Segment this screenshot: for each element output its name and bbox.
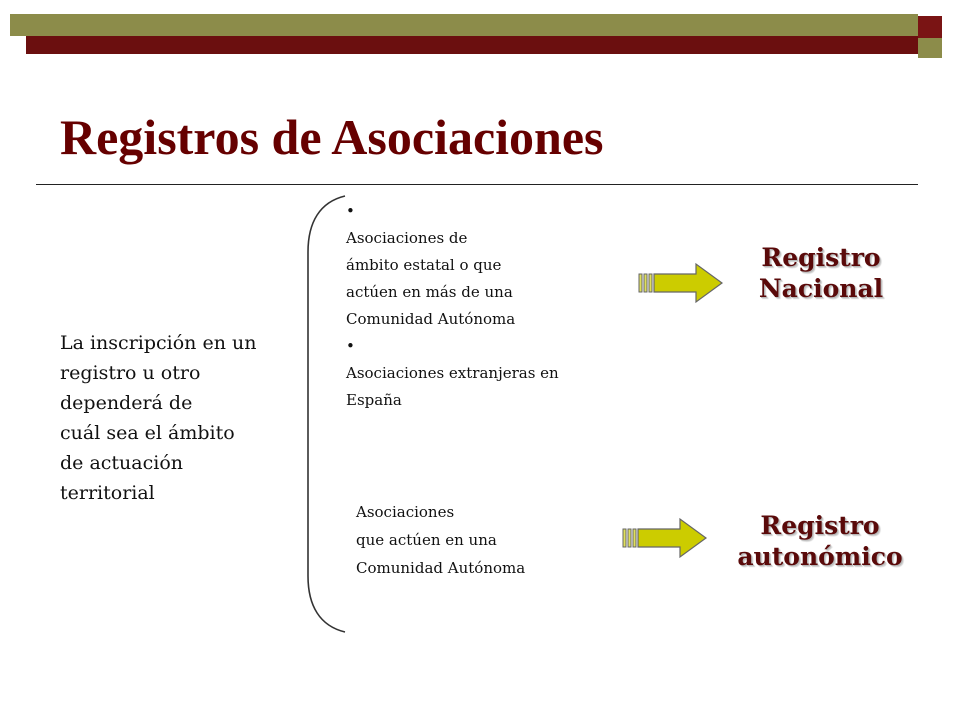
arrow-right-icon	[622, 517, 708, 559]
list-item-line: actúen en más de una	[346, 283, 513, 301]
list-item-line: Asociaciones	[356, 503, 455, 521]
autonomic-criteria-list	[356, 498, 525, 582]
intro-text	[60, 328, 310, 508]
list-item-line: Comunidad Autónoma	[356, 559, 526, 577]
title-underline	[36, 184, 918, 185]
bullet-icon: •	[346, 202, 355, 220]
arrow-right-icon	[638, 262, 724, 304]
list-item: • Asociaciones extranjeras en	[346, 333, 559, 387]
list-item-line: España	[346, 391, 402, 409]
intro-line: dependerá de	[60, 392, 193, 414]
intro-line: cuál sea el ámbito	[60, 422, 235, 444]
bullet-icon: •	[346, 337, 355, 355]
list-item-line: Comunidad Autónoma	[346, 310, 516, 328]
top-decor-bar-olive	[10, 14, 918, 36]
intro-line: territorial	[60, 482, 155, 504]
intro-line: de actuación	[60, 452, 184, 474]
intro-line: registro u otro	[60, 362, 201, 384]
list-item: • Asociaciones de	[346, 198, 559, 252]
bracket-brace	[300, 192, 350, 636]
list-item-line: ámbito estatal o que	[346, 256, 502, 274]
registro-nacional-label: Registro Nacional	[758, 243, 884, 303]
intro-line: La inscripción en un	[60, 332, 257, 354]
registro-autonomico-label: Registro autonómico	[737, 511, 903, 571]
national-criteria-list	[346, 198, 559, 414]
top-decor-bar-red	[26, 36, 918, 54]
page-title: Registros de Asociaciones	[60, 109, 604, 165]
top-decor-square-red	[918, 16, 942, 38]
list-item-line: que actúen en una	[356, 531, 497, 549]
top-decor-square-olive	[918, 38, 942, 58]
